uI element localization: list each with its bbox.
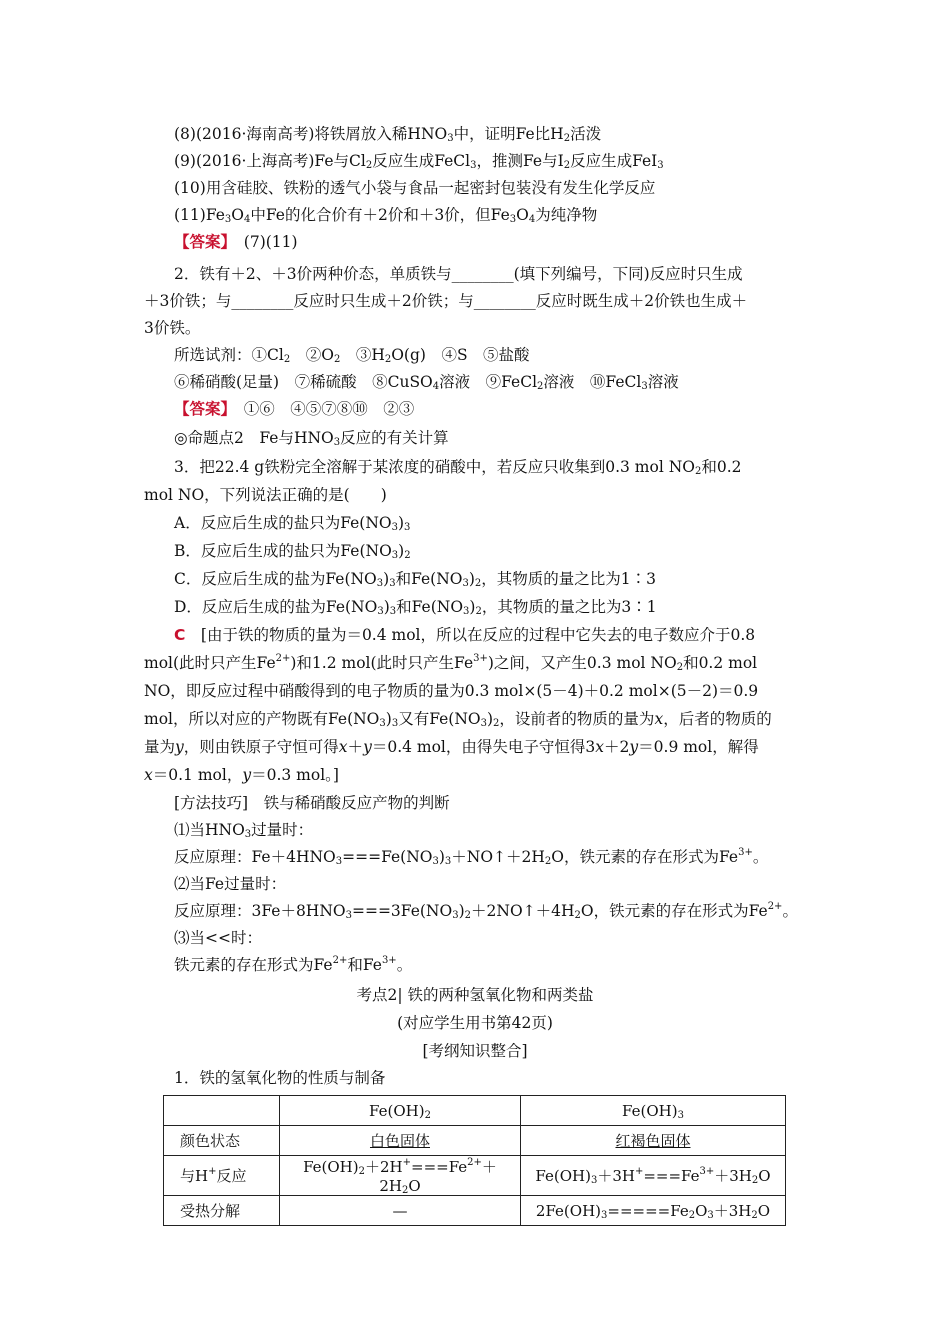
answer-2: 【答案】 ①⑥ ④⑤⑦⑧⑩ ②③ <box>174 399 415 418</box>
item-10: (10)用含硅胶、铁粉的透气小袋与食品一起密封包装没有发生化学反应 <box>174 179 656 197</box>
table-cell: $Fe(OH)_3+3H^+===Fe^{3+}+3H_2O$ <box>521 1156 786 1196</box>
q2-line3: 3价铁。 <box>144 319 201 337</box>
q3-stem2: mol NO，下列说法正确的是( ) <box>144 486 387 504</box>
q3-answer-letter: C <box>174 626 186 644</box>
q3-option-d: D．反应后生成的盐为$Fe(NO_3)_3$和$Fe(NO_3)_2$，其物质的量之比为3∶1 <box>174 598 657 617</box>
table-row <box>164 1156 786 1196</box>
q2-line2: ＋3价铁；与________反应时只生成＋2价铁；与________反应时既生成＋2价铁也生成＋ <box>144 292 748 310</box>
table-cell: $2Fe(OH)_3=====Fe_2O_3+3H_2O$ <box>521 1196 786 1226</box>
q3-option-b: B．反应后生成的盐只为$Fe(NO_3)_2$ <box>174 542 411 561</box>
topic-heading: ◎命题点2 Fe与$HNO_3$反应的有关计算 <box>174 429 449 448</box>
item-9: (9)(2016·上海高考)Fe与$Cl_2$反应生成FeCl$_3$，推测Fe与$I_2$反应生成FeI$_3$ <box>174 152 664 171</box>
section-ref: (对应学生用书第42页) <box>397 1014 553 1032</box>
method-case1: ⑴当$HNO_3$过量时： <box>174 821 314 840</box>
iron-hydroxide-table <box>163 1095 786 1226</box>
table-row <box>164 1196 786 1226</box>
q3-option-c: C．反应后生成的盐为$Fe(NO_3)_3$和$Fe(NO_3)_2$，其物质的量之比为1∶3 <box>174 570 657 589</box>
q2-line1: 2．铁有＋2、＋3价两种价态，单质铁与________(填下列编号，下同)反应时只生成 <box>174 265 743 283</box>
table-cell: $Fe(OH)_2+2H^+===Fe^{2+}+2H_2O$ <box>280 1156 521 1196</box>
method-case3-result: 铁元素的存在形式为$Fe^{2+}$和$Fe^{3+}$。 <box>174 955 413 974</box>
table-cell: 白色固体 <box>280 1126 521 1156</box>
table-row <box>164 1096 786 1126</box>
section-subtitle: [考纲知识整合] <box>422 1042 528 1060</box>
method-case3: ⑶当<<时： <box>174 929 262 947</box>
q2-reagents-1: 所选试剂：$①Cl_2$ $②O_2$ $③H_2O(g)$ ④S ⑤盐酸 <box>174 346 530 365</box>
section-title: 考点2| 铁的两种氢氧化物和两类盐 <box>356 986 594 1004</box>
section-item-1: 1．铁的氢氧化物的性质与制备 <box>174 1069 386 1087</box>
explanation-line6: x＝0.1 mol，y＝0.3 mol。] <box>144 766 339 784</box>
explanation-line3: NO，即反应过程中硝酸得到的电子物质的量为0.3 mol×(5－4)＋0.2 mol×(5－2)＝0.9 <box>144 682 759 700</box>
method-title: [方法技巧] 铁与稀硝酸反应产物的判断 <box>174 794 450 812</box>
q2-reagents-2: ⑥稀硝酸(足量) ⑦稀硫酸 ⑧CuSO$_4$溶液 ⑨FeCl$_2$溶液 ⑩FeCl$_3$溶液 <box>174 373 679 392</box>
explanation-line4: mol，所以对应的产物既有$Fe(NO_3)_3$又有$Fe(NO_3)_2$，设前者的物质的量为x，后者的物质的 <box>144 710 772 729</box>
answer-2-value: ①⑥ ④⑤⑦⑧⑩ ②③ <box>243 400 415 418</box>
explanation-line5: 量为y，则由铁原子守恒可得x＋y＝0.4 mol，由得失电子守恒得3x＋2y＝0.9 mol，解得 <box>144 738 759 756</box>
q3-option-a: A．反应后生成的盐只为$Fe(NO_3)_3$ <box>174 514 411 533</box>
answer-1-value: (7)(11) <box>243 233 298 251</box>
q3-stem1: 3．把22.4 g铁粉完全溶解于某浓度的硝酸中，若反应只收集到0.3 mol $NO_2$和0.2 <box>174 458 742 477</box>
table-header: $Fe(OH)_2$ <box>280 1096 521 1126</box>
table-header: $Fe(OH)_3$ <box>521 1096 786 1126</box>
answer-1 <box>174 232 298 252</box>
item-8: (8)(2016·海南高考)将铁屑放入稀$HNO_3$中，证明Fe比$H_2$活泼 <box>174 125 602 144</box>
table-cell: 红褐色固体 <box>521 1126 786 1156</box>
explanation-line2: mol(此时只产生$Fe^{2+}$)和1.2 mol(此时只产生$Fe^{3+}$)之间，又产生0.3 mol $NO_2$和0.2 mol <box>144 653 758 673</box>
explanation-line1: C [由于铁的物质的量为＝0.4 mol，所以在反应的过程中它失去的电子数应介于0.8 <box>174 626 756 644</box>
table-cell: 与H+反应 <box>164 1156 280 1196</box>
table-cell <box>164 1096 280 1126</box>
table-cell: 颜色状态 <box>164 1126 280 1156</box>
method-case1-principle: 反应原理：$Fe+4HNO_3===Fe(NO_3)_3+NO↑+2H_2O$，铁元素的存在形式为$Fe^{3+}$。 <box>174 847 769 867</box>
answer-label: 【答案】 <box>174 232 229 251</box>
table-row <box>164 1126 786 1156</box>
method-case2-principle: 反应原理：$3Fe+8HNO_3===3Fe(NO_3)_2+2NO↑+4H_2O$，铁元素的存在形式为$Fe^{2+}$。 <box>174 901 798 921</box>
item-11: $(11)Fe_3O_4$中Fe的化合价有＋2价和＋3价，但$Fe_3O_4$为纯净物 <box>174 206 598 225</box>
method-case2: ⑵当Fe过量时： <box>174 875 287 893</box>
table-cell: — <box>280 1196 521 1226</box>
table-cell: 受热分解 <box>164 1196 280 1226</box>
